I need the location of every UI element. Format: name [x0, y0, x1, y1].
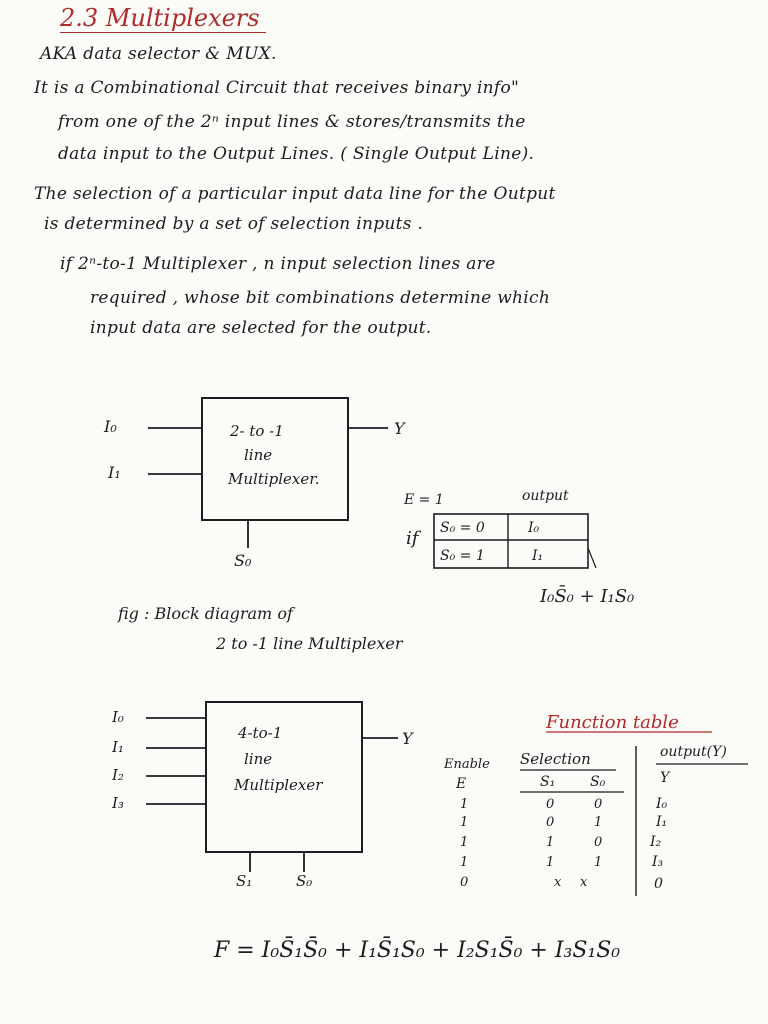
fn-row-4-s1: 1: [546, 855, 555, 870]
fig2-block-line-3: Multiplexer: [234, 776, 323, 794]
fn-row-5-e: 0: [460, 875, 469, 890]
fn-row-3-s0: 0: [594, 835, 603, 850]
fn-sub-s1: S₁: [540, 774, 556, 790]
fn-row-4-y: I₃: [652, 854, 664, 870]
final-formula: F = I₀S̄₁S̄₀ + I₁S̄₁S₀ + I₂S₁S̄₀ + I₃S₁S₀: [214, 938, 621, 963]
fn-row-1-y: I₀: [656, 796, 668, 812]
fn-row-4-s0: 1: [594, 855, 603, 870]
fig2-block-line-2: line: [244, 750, 273, 768]
fig2-output-label: Y: [402, 729, 413, 748]
fig1-output-label: Y: [394, 419, 405, 438]
fn-row-3-y: I₂: [650, 834, 662, 850]
fn-header-enable: Enable: [444, 757, 490, 772]
text-line-6: is determined by a set of selection inputs .: [44, 214, 424, 234]
fig1-enable-label: E = 1: [404, 492, 444, 508]
text-line-1: AKA data selector & MUX.: [40, 44, 277, 64]
fn-row-2-s0: 1: [594, 815, 603, 830]
fn-header-selection: Selection: [520, 750, 591, 768]
text-line-9: input data are selected for the output.: [90, 318, 432, 338]
fig2-input-1: I₁: [112, 738, 124, 756]
fn-header-output: output(Y): [660, 744, 727, 760]
fig1-output-header: output: [522, 488, 569, 504]
fn-row-4-e: 1: [460, 855, 469, 870]
fn-row-3-s1: 1: [546, 835, 555, 850]
fig1-expression: I₀S̄₀ + I₁S₀: [540, 586, 635, 607]
fig2-select-s0: S₀: [296, 872, 313, 890]
fn-sub-s0: S₀: [590, 774, 606, 790]
fig1-caption-line-1: fig : Block diagram of: [118, 604, 293, 623]
fn-row-5-s1: x: [554, 875, 562, 890]
fig2-input-3: I₃: [112, 794, 124, 812]
text-line-4: data input to the Output Lines. ( Single Output Line).: [58, 144, 535, 164]
fn-row-2-s1: 0: [546, 815, 555, 830]
text-line-2: It is a Combinational Circuit that receives binary info": [34, 78, 520, 98]
fig1-select-label: S₀: [234, 551, 252, 570]
fig2-select-s1: S₁: [236, 872, 253, 890]
fig1-block-line-2: line: [244, 446, 273, 464]
fig1-block-line-3: Multiplexer.: [228, 470, 320, 488]
fig1-input-0: I₀: [104, 417, 117, 436]
fn-row-1-s0: 0: [594, 797, 603, 812]
fn-row-1-s1: 0: [546, 797, 555, 812]
fn-row-5-y: 0: [654, 876, 663, 892]
fig1-input-1: I₁: [108, 463, 121, 482]
fn-row-2-e: 1: [460, 815, 469, 830]
text-line-7: if 2ⁿ-to-1 Multiplexer , n input selection lines are: [60, 254, 496, 274]
fig2-input-0: I₀: [112, 708, 124, 726]
fn-row-2-y: I₁: [656, 814, 668, 830]
fig1-if-label: if: [406, 528, 419, 549]
fn-row-1-e: 1: [460, 797, 469, 812]
fig1-row-1-select: S₀ = 0: [440, 520, 485, 536]
function-table-title: Function table: [546, 712, 679, 733]
fig1-caption-line-2: 2 to -1 line Multiplexer: [216, 634, 403, 653]
section-title: 2.3 Multiplexers: [60, 4, 266, 33]
fn-sub-y: Y: [660, 770, 670, 786]
text-line-8: required , whose bit combinations determine which: [90, 288, 551, 308]
text-line-5: The selection of a particular input data line for the Output: [34, 184, 556, 204]
fig1-row-1-output: I₀: [528, 520, 540, 536]
fn-row-5-s0: x: [580, 875, 588, 890]
fig1-row-2-output: I₁: [532, 548, 544, 564]
fn-sub-enable: E: [456, 776, 467, 792]
fig1-block-line-1: 2- to -1: [230, 422, 284, 440]
fig2-input-2: I₂: [112, 766, 124, 784]
fig1-row-2-select: S₀ = 1: [440, 548, 485, 564]
fn-row-3-e: 1: [460, 835, 469, 850]
fig2-block-line-1: 4-to-1: [238, 724, 283, 742]
text-line-3: from one of the 2ⁿ input lines & stores/transmits the: [58, 112, 526, 132]
